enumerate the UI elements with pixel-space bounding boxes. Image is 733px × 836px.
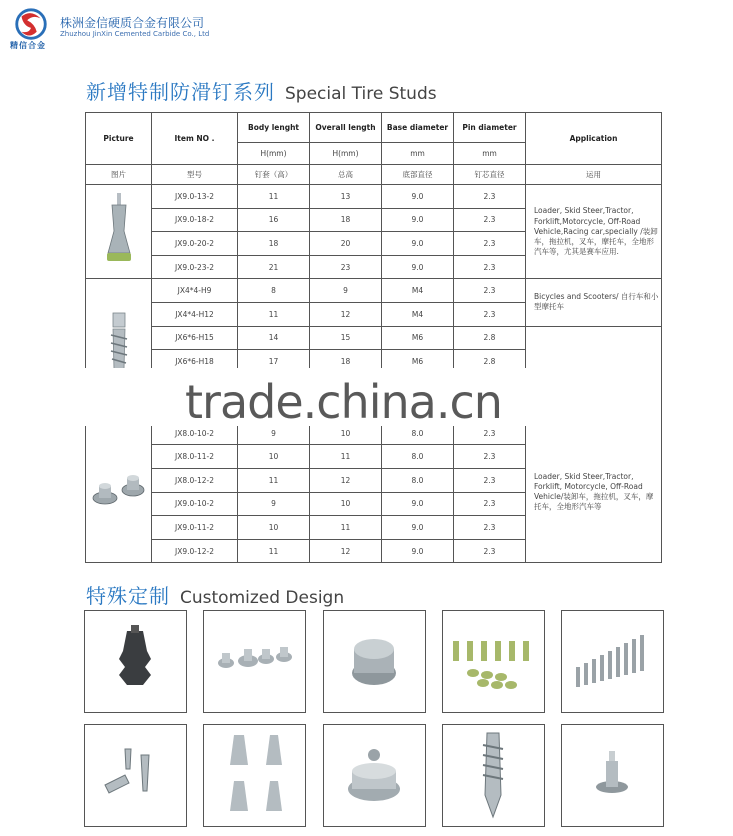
long-screw-stud-icon [443, 725, 543, 825]
header-application: Application [526, 113, 662, 165]
custom-design-row-2 [84, 724, 664, 827]
unit-body: H(mm) [238, 143, 310, 165]
custom-photo-1 [84, 610, 187, 713]
custom-photo-8 [323, 724, 426, 827]
custom-photo-3 [323, 610, 426, 713]
table-row: JX9.0-13-2 11 13 9.0 2.3 Loader, Skid Steer,Tractor, Forklift,Motorcycle, Off-Road Vehicle,Racing car,specially /装卸车，拖拉机，叉车，摩托车，全地形汽车等，尤其是赛车应用. [86, 185, 662, 209]
header-pin: Pin diameter [454, 113, 526, 143]
stud-pin-icon [104, 191, 134, 271]
application-4: Loader, Skid Steer,Tractor, Forklift, Motorcycle, Off-Road Vehicle/装卸车，拖拉机，叉车，摩托车，全地形汽车等 [526, 421, 662, 563]
unit-pin: mm [454, 143, 526, 165]
pin-stud-icon [562, 725, 662, 825]
custom-photo-6 [84, 724, 187, 827]
header-body: Body lenght [238, 113, 310, 143]
custom-photo-5 [561, 610, 664, 713]
stud-photo-1 [86, 185, 152, 279]
application-1: Loader, Skid Steer,Tractor, Forklift,Motorcycle, Off-Road Vehicle,Racing car,specially /装卸车，拖拉机，叉车，摩托车，全地形汽车等，尤其是赛车应用. [526, 185, 662, 279]
section2-title-en: Customized Design [180, 588, 345, 608]
table-row: JX9.0-12-2 11 12 9.0 2.3 [86, 539, 662, 563]
customized-design-title [86, 580, 344, 609]
black-rubber-stud-icon [85, 611, 185, 711]
table-row: JX9.0-20-2 18 20 9.0 2.3 [86, 232, 662, 256]
mushroom-stud-icon [324, 611, 424, 711]
table-row: JX6*6-H18 17 18 M6 2.8 [86, 350, 662, 374]
table-row: JX8.0-10-2 9 10 8.0 2.3 Loader, Skid Steer,Tractor, Forklift, Motorcycle, Off-Road Vehicle/装卸车，拖拉机，叉车，摩托车，全地形汽车等 [86, 421, 662, 445]
unit-overall: H(mm) [310, 143, 382, 165]
company-name-cn: 株洲金信硬质合金有限公司 [60, 16, 205, 30]
watermark-text: trade.china.cn [185, 375, 502, 429]
special-studs-title [86, 76, 437, 105]
header-overall: Overall length [310, 113, 382, 143]
cn-application: 运用 [526, 165, 662, 185]
table-row: JX6*6-H15 14 15 M6 2.8 [86, 326, 662, 350]
cn-base: 底部直径 [382, 165, 454, 185]
custom-design-row-1 [84, 610, 664, 713]
cn-pin: 钉芯直径 [454, 165, 526, 185]
table-row: JX9.0-18-2 16 18 9.0 2.3 [86, 208, 662, 232]
custom-photo-4 [442, 610, 545, 713]
round-stud-icon [324, 725, 424, 825]
application-2: Bicycles and Scooters/ 自行车和小型摩托车 [526, 279, 662, 326]
custom-photo-2 [203, 610, 306, 713]
stud-rack-icon [562, 611, 662, 711]
custom-photo-10 [561, 724, 664, 827]
page-header [0, 0, 733, 55]
custom-photo-9 [442, 724, 545, 827]
header-item: Item NO . [152, 113, 238, 165]
specification-table [85, 112, 662, 563]
table-row: JX4*4-H12 11 12 M4 2.3 [86, 302, 662, 326]
cone-studs-icon [204, 725, 304, 825]
green-studs-set-icon [443, 611, 543, 711]
logo-brand-text: 精信合金 [10, 41, 46, 50]
screw-studs-icon [85, 725, 185, 825]
section-title-en: Special Tire Studs [285, 84, 437, 104]
cn-body: 钉套（高） [238, 165, 310, 185]
table-row: JX4*4-H9 8 9 M4 2.3 Bicycles and Scooters/ 自行车和小型摩托车 [86, 279, 662, 303]
company-name-en: Zhuzhou JinXin Cemented Carbide Co., Ltd [60, 30, 210, 38]
cn-picture: 图片 [86, 165, 152, 185]
table-row: JX9.0-11-2 10 11 9.0 2.3 [86, 516, 662, 540]
section-title-cn: 新增特制防滑钉系列 [86, 80, 275, 104]
table-row: JX9.0-10-2 9 10 9.0 2.3 [86, 492, 662, 516]
cn-overall: 总高 [310, 165, 382, 185]
cn-item: 型号 [152, 165, 238, 185]
table-row: JX8.0-11-2 10 11 8.0 2.3 [86, 445, 662, 469]
tire-stud-pair-icon [89, 466, 149, 516]
unit-base: mm [382, 143, 454, 165]
header-picture: Picture [86, 113, 152, 165]
header-base: Base diameter [382, 113, 454, 143]
section2-title-cn: 特殊定制 [86, 584, 170, 608]
small-studs-icon [204, 611, 304, 711]
stud-photo-3 [86, 421, 152, 563]
table-row: JX9.0-23-2 21 23 9.0 2.3 [86, 255, 662, 279]
custom-photo-7 [203, 724, 306, 827]
table-row: JX8.0-12-2 11 12 8.0 2.3 [86, 468, 662, 492]
